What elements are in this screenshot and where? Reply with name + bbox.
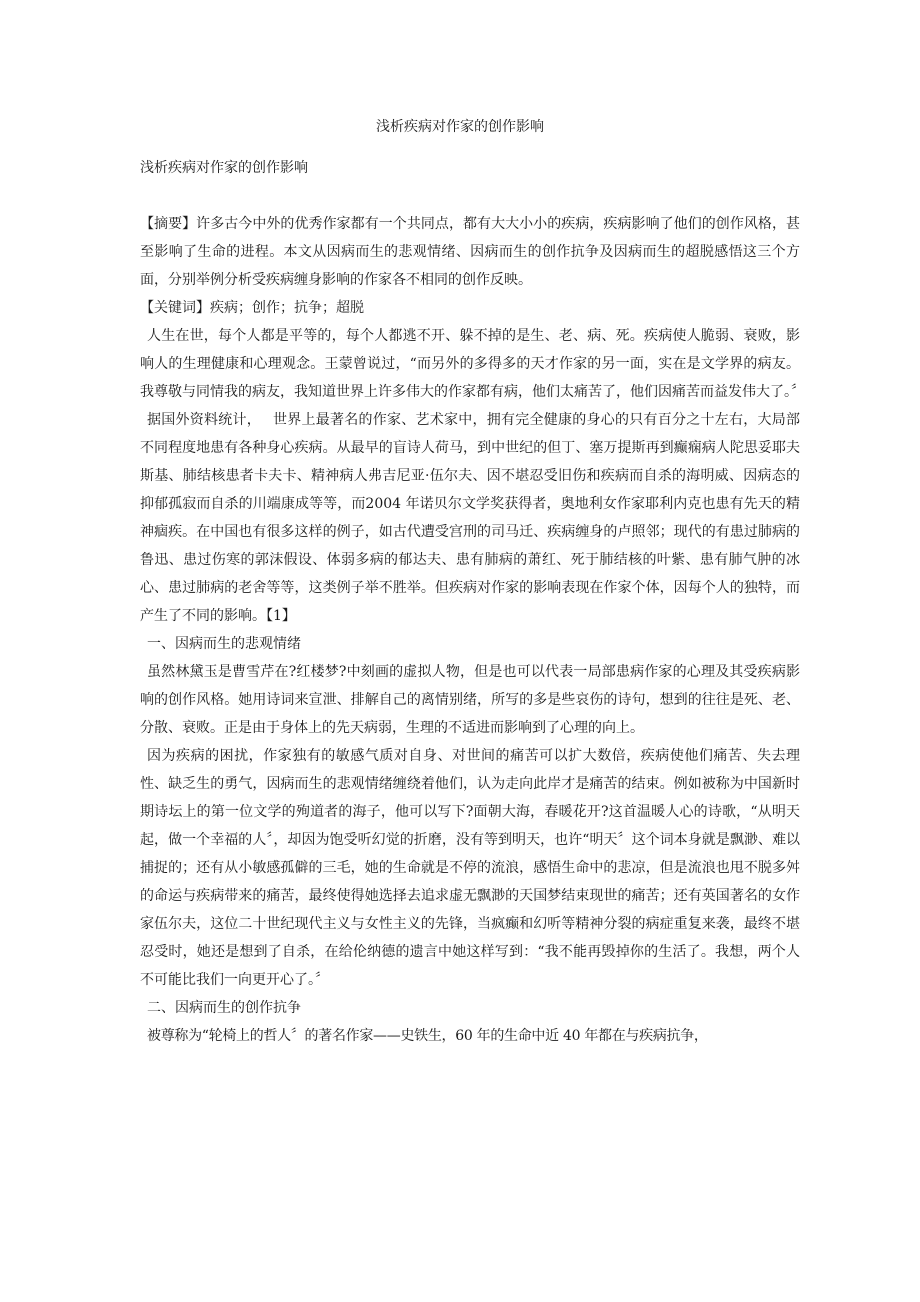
keywords-line: 【关键词】疾病；创作；抗争；超脱	[140, 300, 364, 316]
body-paragraph: 因为疾病的困扰，作家独有的敏感气质对自身、对世间的痛苦可以扩大数倍，疾病使他们痛苦、失去理性、缺乏生的勇气，因病而生的悲观情绪缠绕着他们，认为走向此岸才是痛苦的结束。例如被称为中国新时期诗坛上的第一位文学的殉道者的海子，他可以写下?面朝大海，春暖花开?这首温暖人心的诗歌，“从明天起，做一个幸福的人〞，却因为饱受听幻觉的折磨，没有等到明天，也许“明天〞这个词本身就是飘渺、难以捕捉的；还有从小敏感孤僻的三毛，她的生命就是不停的流浪，感悟生命中的悲凉，但是流浪也甩不脱多舛的命运与疾病带来的痛苦，最终使得她选择去追求虚无飘渺的天国梦结束现世的痛苦；还有英国著名的女作家伍尔夫，这位二十世纪现代主义与女性主义的先锋，当疯癫和幻听等精神分裂的病症重复来袭，最终不堪忍受时，她还是想到了自杀，在给伦纳德的遗言中她这样写到：“我不能再毁掉你的生活了。我想，两个人不可能比我们一向更开心了。〞	[140, 748, 800, 988]
document-title: 浅析疾病对作家的创作影响	[376, 119, 544, 135]
body-paragraph: 据国外资料统计， 世界上最著名的作家、艺术家中，拥有完全健康的身心的只有百分之十左右，大局部不同程度地患有各种身心疾病。从最早的盲诗人荷马，到中世纪的但丁、塞万提斯再到癫痫病人陀思妥耶夫斯基、肺结核患者卡夫卡、精神病人弗吉尼亚·伍尔夫、因不堪忍受旧伤和疾病而自杀的海明威、因病态的抑郁孤寂而自杀的川端康成等等，而2004 年诺贝尔文学奖获得者，奥地利女作家耶利内克也患有先天的精神痼疾。在中国也有很多这样的例子，如古代遭受宫刑的司马迁、疾病缠身的卢照邻；现代的有患过肺病的鲁迅、患过伤寒的郭沫假设、体弱多病的郁达夫、患有肺病的萧红、死于肺结核的叶紫、患有肺气肿的冰心、患过肺病的老舍等等，这类例子举不胜举。但疾病对作家的影响表现在作家个体，因每个人的独特，而产生了不同的影响。【1】	[140, 412, 800, 624]
body-paragraph: 虽然林黛玉是曹雪芹在?红楼梦?中刻画的虚拟人物，但是也可以代表一局部患病作家的心理及其受疾病影响的创作风格。她用诗词来宣泄、排解自己的离情别绪，所写的多是些哀伤的诗句，想到的往往是死、老、分散、衰败。正是由于身体上的先天病弱，生理的不适进而影响到了心理的向上。	[140, 664, 800, 736]
body-paragraph: 被尊称为“轮椅上的哲人〞的著名作家——史铁生，60 年的生命中近 40 年都在与疾病抗争，	[147, 1028, 708, 1044]
document-body	[140, 210, 805, 1050]
section-heading: 二、因病而生的创作抗争	[147, 1000, 301, 1016]
abstract-paragraph: 【摘要】许多古今中外的优秀作家都有一个共同点，都有大大小小的疾病，疾病影响了他们的创作风格，甚至影响了生命的进程。本文从因病而生的悲观情绪、因病而生的创作抗争及因病而生的超脱感悟这三个方面，分别举例分析受疾病缠身影响的作家各不相同的创作反映。	[140, 216, 800, 288]
document-subtitle: 浅析疾病对作家的创作影响	[140, 160, 308, 176]
section-heading: 一、因病而生的悲观情绪	[147, 636, 301, 652]
body-paragraph: 人生在世，每个人都是平等的，每个人都逃不开、躲不掉的是生、老、病、死。疾病使人脆弱、衰败，影响人的生理健康和心理观念。王蒙曾说过，“而另外的多得多的天才作家的另一面，实在是文学界的病友。我尊敬与同情我的病友，我知道世界上许多伟大的作家都有病，他们太痛苦了，他们因痛苦而益发伟大了。〞	[140, 328, 805, 400]
